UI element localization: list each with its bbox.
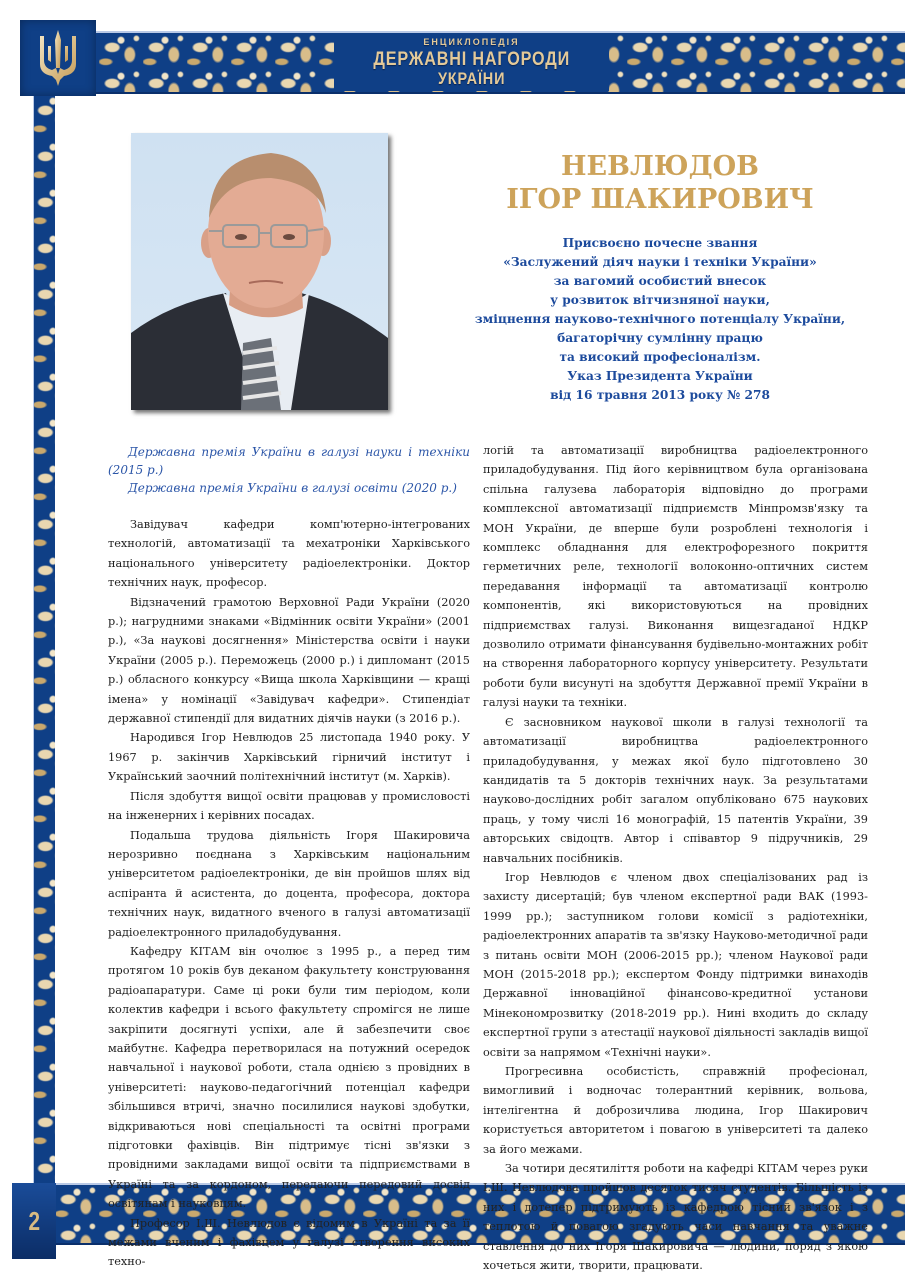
state-prizes xyxy=(108,443,470,497)
person-name xyxy=(470,150,850,216)
paragraph: Є засновником наукової школи в галузі технології та автоматизації виробництва радіоелектронного приладобудування, у межах якої було підготовлено 30 кандидатів та 5 докторів технічних наук. За результатами науково-дослідних робіт загалом опубліковано 675 наукових праць, у тому числі 16 монографій, 15 патентів України, 39 авторських свідоцтв. Автор і співавтор 9 підручників, 29 навчальних посібників. xyxy=(483,715,868,865)
portrait-photo xyxy=(131,133,388,410)
award-citation xyxy=(445,234,875,405)
emblem-box xyxy=(20,20,96,96)
encyclopedia-label: ЕНЦИКЛОПЕДІЯ xyxy=(423,36,520,47)
paragraph: Відзначений грамотою Верховної Ради України (2020 р.); нагрудними знаками «Відмінник освіти України» (2001 р.), «За наукові досягнення» Міністерства освіти і науки України (2005 р.). Переможець (2000 р.) і дипломант (2015 р.) обласного конкурсу «Вища школа Харківщини — кращі імена» у номінації «Завідувач кафедри». Стипендіат державної стипендії для видатних діячів науки (з 2016 р.). xyxy=(108,595,470,726)
paragraph: Прогресивна особистість, справжній професіонал, вимогливий і водночас толерантний керівник, вольова, інтелігентна й доброзичлива людина, Ігор Шакирович користується авторитетом і повагою в університеті та далеко за його межами. xyxy=(483,1065,868,1156)
paragraph: Подальша трудова діяльність Ігоря Шакировича нерозривно поєднана з Харківським національним університетом радіоелектроніки, де він пройшов шлях від аспіранта й асистента, до доцента, професора, доктора технічних наук, видатного вченого в галузі автоматизації радіоелектронного приладобудування. xyxy=(108,828,470,939)
award-line: та високий професіоналізм. xyxy=(559,350,761,364)
prize-item: Державна премія України в галузі науки і техніки (2015 р.) xyxy=(108,445,470,477)
left-ornament-border xyxy=(33,92,55,1187)
award-line: зміцнення науково-технічного потенціалу України, xyxy=(474,312,846,326)
award-line: від 16 травня 2013 року № 278 xyxy=(550,388,770,402)
paragraph: За чотири десятиліття роботи на кафедрі КІТАМ через руки І.Ш. Невлюдова пройшов десяток тисяч студентів. Більшість із них і дотепер підтримують із кафедрою тісний зв'язок і з теплотою й повагою згадують часи навчання та уважне ставлення до них Ігоря Шакировича — людини, поряд з якою хочеться жити, творити, працювати. xyxy=(483,1162,868,1273)
paragraph: логій та автоматизації виробництва радіоелектронного приладобудування. Під його керівництвом була організована спільна галузева лабораторія відповідно до програми комплексної автоматизації підприємств Мінпромзв'язку та МОН України, де вперше були розроблені технологія і комплекс обладнання для електрофорезного покриття герметичних реле, технології волоконно-оптичних систем передавання інформації та автоматизації контролю компонентів, які використовуються на провідних підприємствах галузі. Виконання вищезгаданої НДКР дозволило отримати фінансування будівельно-монтажних робіт на створення лабораторного корпусу університету. Результати роботи були висунуті на здобуття Державної премії України в галузі науки та техніки. xyxy=(483,444,868,710)
paragraph: Завідувач кафедри комп'ютерно-інтегрованих технологій, автоматизації та мехатроніки Харківського національного університету радіоелектроніки. Доктор технічних наук, професор. xyxy=(108,518,470,590)
trident-icon xyxy=(36,28,80,88)
person-given-names: ІГОР ШАКИРОВИЧ xyxy=(506,184,814,215)
paragraph: Народився Ігор Невлюдов 25 листопада 1940 року. У 1967 р. закінчив Харківський гірничий інститут і Український заочний політехнічний інститут (м. Харків). xyxy=(108,731,470,784)
paragraph: Професор І.Ш. Невлюдов є відомим в Україні та за її межами вченим і фахівцем у галузі створення високих техно- xyxy=(108,1216,470,1269)
award-line: Присвоєно почесне звання xyxy=(562,236,758,250)
award-line: «Заслужений діяч науки і техніки України» xyxy=(503,255,817,269)
biography-column-left xyxy=(108,515,470,1272)
paragraph: Кафедру КІТАМ він очолює з 1995 р., а перед тим протягом 10 років був деканом факультету конструювання радіоапаратури. Саме ці роки були тим періодом, коли колектив кафедри і всього факультету спромігся не лише закріпити досягнуті успіхи, але й забезпечити своє майбутнє. Кафедра перетворилася на потужний осередок навчальної і наукової роботи, стала однією з провідних в університеті: науково-педагогічний потенціал кафедри збільшився втричі, значно посилилися наукові здобутки, відкриваються нові спеціальності та освітні програми підготовки фахівців. Він підтримує тісні зв'язки з провідними закладами вищої освіти та підприємствами в Україні та за кордоном, передаючи передовий досвід освітянам і науковцям. xyxy=(108,944,470,1211)
award-line: за вагомий особистий внесок xyxy=(553,274,767,288)
biography-column-right xyxy=(483,441,868,1275)
encyclopedia-subtitle: УКРАЇНИ xyxy=(437,68,506,88)
portrait-illustration xyxy=(131,133,388,410)
award-line: у розвиток вітчизняної науки, xyxy=(550,293,770,307)
prize-item: Державна премія України в галузі освіти (2020 р.) xyxy=(128,481,457,495)
encyclopedia-title: ДЕРЖАВНІ НАГОРОДИ xyxy=(373,48,570,70)
page-number: 2 xyxy=(28,1205,40,1236)
award-line: багаторічну сумлінну працю xyxy=(557,331,763,345)
person-surname: НЕВЛЮДОВ xyxy=(561,151,759,182)
award-line: Указ Президента України xyxy=(567,369,753,383)
paragraph: Після здобуття вищої освіти працював у промисловості на інженерних і керівних посадах. xyxy=(108,789,470,823)
encyclopedia-title-plate xyxy=(334,33,609,91)
paragraph: Ігор Невлюдов є членом двох спеціалізованих рад із захисту дисертацій; був членом експертної ради ВАК (1993-1999 рр.); заступником голови комісії з радіотехніки, радіоелектронних апаратів та зв'язку Науково-методичної ради з питань освіти МОН (2006-2015 рр.); членом Наукової ради МОН (2015-2018 рр.); експертом Фонду підтримки винаходів Державної інноваційної фінансово-кредитної установи Мінекономрозвитку (2018-2019 рр.). Нині входить до складу експертної групи з атестації наукової діяльності закладів вищої освіти за напрямом «Технічні науки». xyxy=(483,870,868,1059)
page-number-box xyxy=(12,1183,56,1259)
